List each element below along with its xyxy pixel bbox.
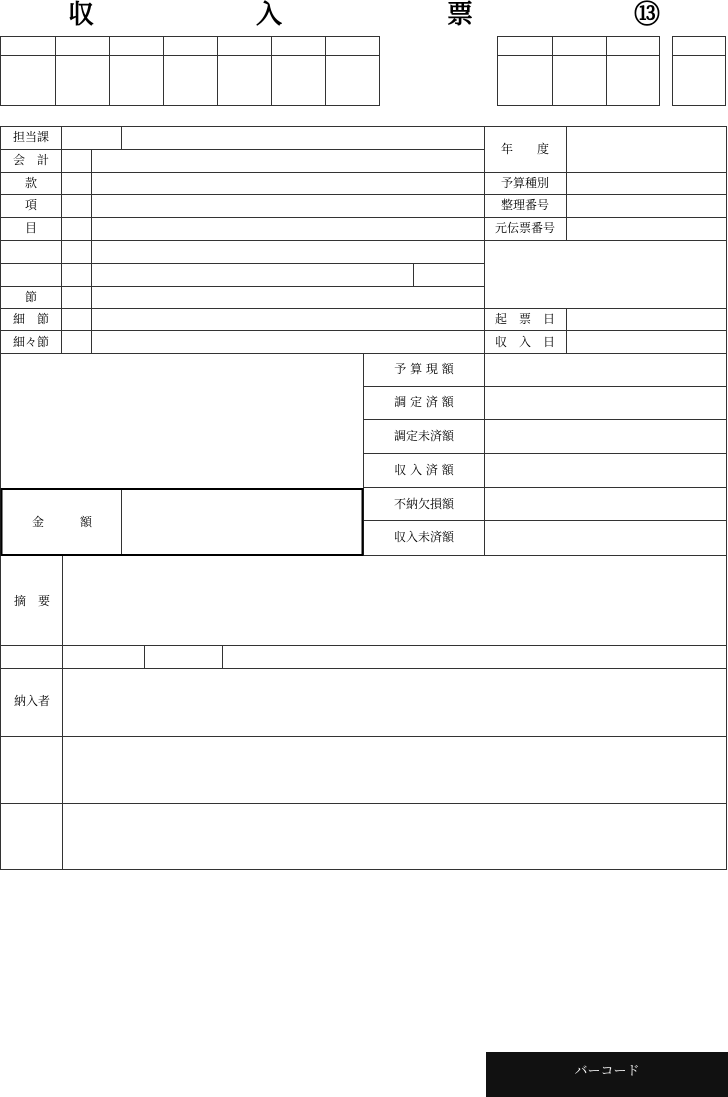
label-shunyu-bi: 収 入 日 [494,335,556,349]
title-char-1: 収 [67,0,95,30]
code-box-6[interactable] [272,56,325,105]
label-setsu: 節 [24,290,38,304]
form-number: ⑬ [633,0,661,30]
kou-field[interactable] [92,195,484,217]
label-kaikei: 会 計 [12,153,50,167]
chotei-mi-zumi-field[interactable] [485,420,726,453]
label-saisetsu: 細 節 [12,312,50,326]
extra-field-1[interactable] [63,737,726,803]
label-shunyu-mi-zumi: 収入未済額 [393,530,455,544]
code-box-10[interactable] [607,56,659,105]
label-kihyo-bi: 起 票 日 [494,312,556,326]
code-box-5[interactable] [218,56,271,105]
nendo-field[interactable] [567,127,726,172]
label-kou: 項 [24,198,38,212]
code-box-3[interactable] [110,56,163,105]
yosan-shubetsu-field[interactable] [567,173,726,194]
kan-field[interactable] [92,173,484,194]
code-box-2[interactable] [56,56,109,105]
kihyo-bi-field[interactable] [567,309,726,330]
code-box-4[interactable] [164,56,217,105]
label-yosan-gengaku: 予 算 現 額 [394,362,454,376]
extra-field-2[interactable] [63,804,726,869]
saisaisetsu-field[interactable] [92,331,484,353]
setsu-field[interactable] [92,287,484,308]
code-box-1[interactable] [1,56,55,105]
title-char-3: 票 [446,0,474,30]
barcode-label: バーコード [574,1064,640,1079]
code-box-9[interactable] [553,56,606,105]
seiri-bango-field[interactable] [567,195,726,217]
tanto-ka-name-field[interactable] [122,127,484,149]
small-field-3[interactable] [223,646,726,668]
code-box-8[interactable] [498,56,552,105]
nonyusha-field[interactable] [63,669,726,736]
yosan-gengaku-field[interactable] [485,354,726,386]
label-moku: 目 [24,221,38,235]
label-kingaku: 金 額 [31,515,93,529]
shunyu-zumi-field[interactable] [485,454,726,487]
code-box-11[interactable] [673,56,725,105]
label-tekiyo: 摘 要 [13,594,51,608]
label-funo-kesson: 不納欠損額 [393,497,455,511]
kingaku-field[interactable] [123,490,361,554]
label-saisaisetsu: 細々節 [12,335,50,349]
title-char-2: 入 [255,0,283,30]
label-kan: 款 [24,176,38,190]
kaikei-field[interactable] [92,150,484,172]
label-nonyusha: 納入者 [13,694,51,708]
moto-denpyo-bango-field[interactable] [567,218,726,240]
label-shunyu-zumi: 収 入 済 額 [394,463,454,477]
label-yosan-shubetsu: 予算種別 [500,176,550,190]
chotei-zumi-field[interactable] [485,387,726,419]
funo-kesson-field[interactable] [485,488,726,520]
small-field-2[interactable] [145,646,222,668]
memo-area[interactable] [2,355,362,487]
code-box-7[interactable] [326,56,379,105]
label-tanto-ka: 担当課 [12,130,50,144]
shunyu-bi-field[interactable] [567,331,726,353]
saisetsu-field[interactable] [92,309,484,330]
small-field-1[interactable] [63,646,144,668]
barcode-area [486,1052,728,1097]
shunyu-mi-zumi-field[interactable] [485,521,726,555]
label-moto-denpyo-bango: 元伝票番号 [494,221,556,235]
label-nendo: 年 度 [500,142,550,156]
label-seiri-bango: 整理番号 [500,198,550,212]
label-chotei-mi-zumi: 調定未済額 [393,429,455,443]
tekiyo-field[interactable] [63,556,726,645]
tanto-ka-code-field[interactable] [62,127,121,149]
label-chotei-zumi: 調 定 済 額 [394,395,454,409]
moku-field[interactable] [92,218,484,240]
